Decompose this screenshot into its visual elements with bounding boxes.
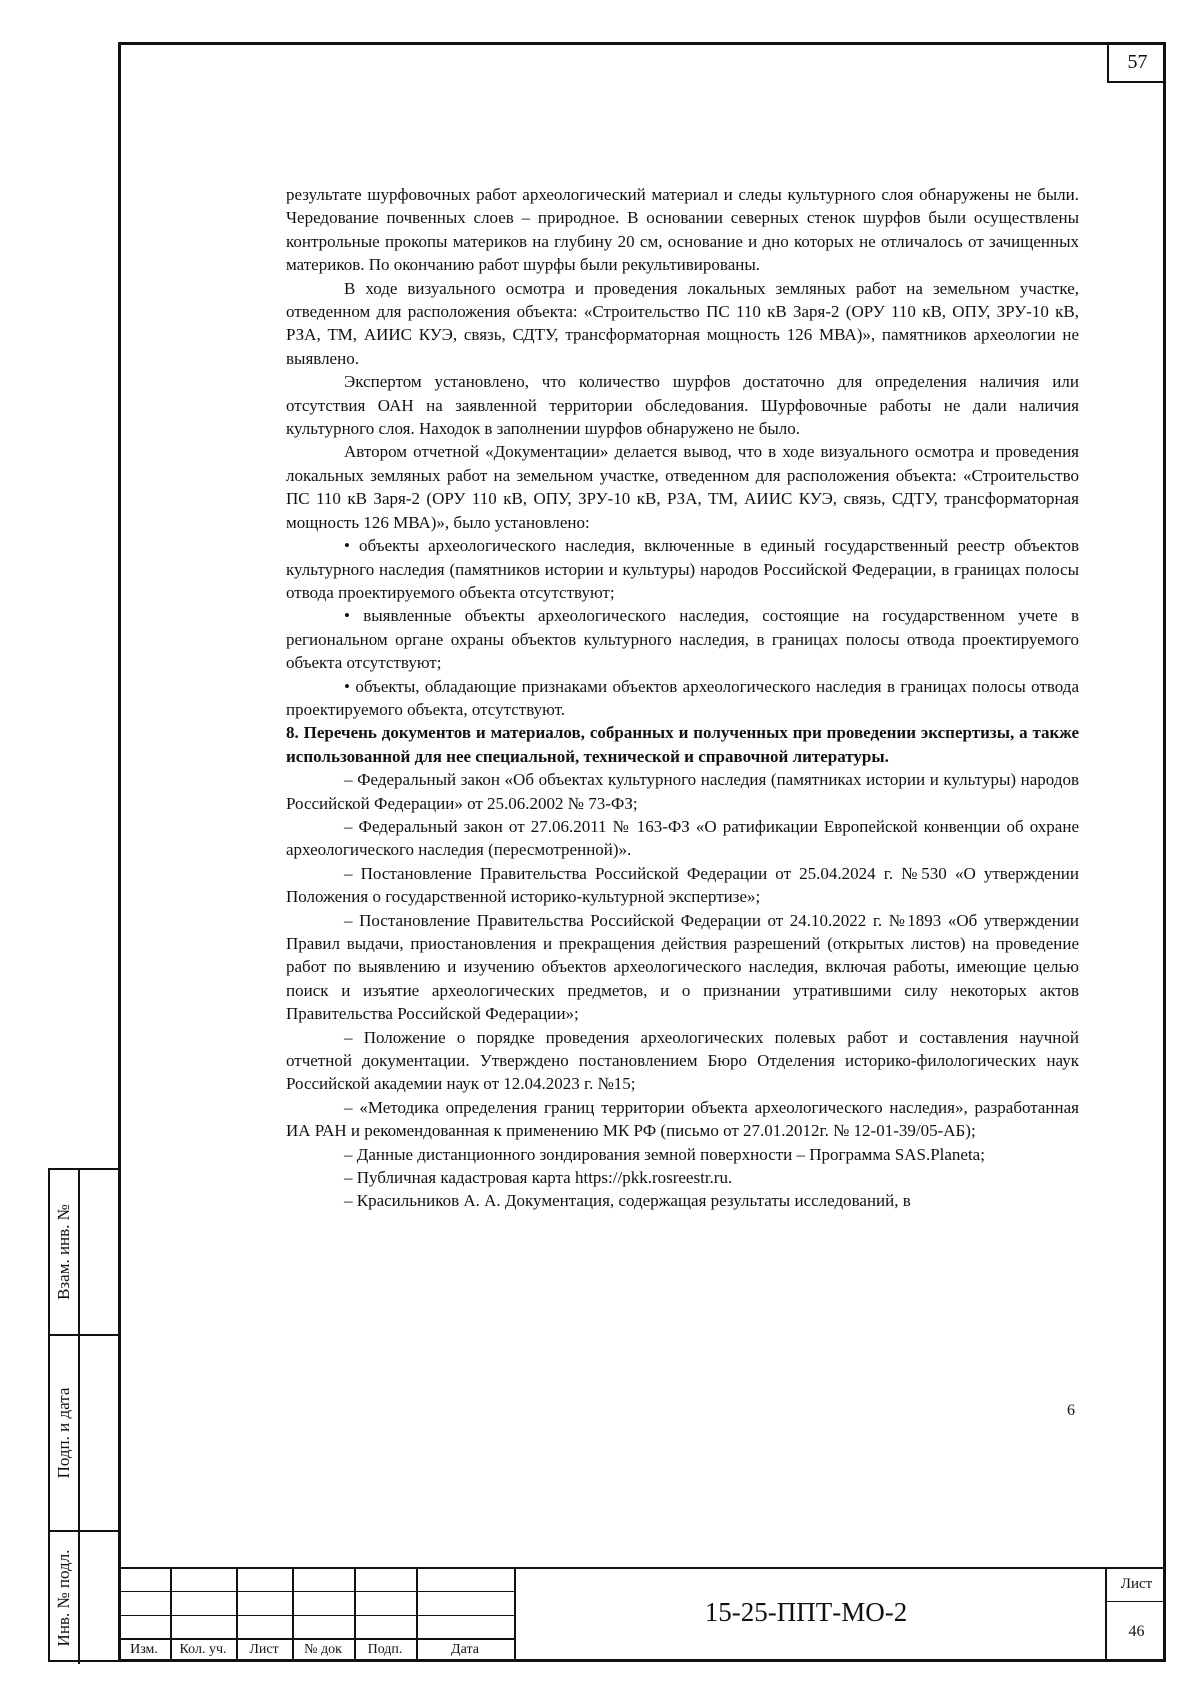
- paragraph: • объекты археологического наследия, включенные в единый государственный реестр объектов культурного наследия (памятников истории и культуры) народов Российской Федерации, в границах полосы отвода проектируемого объекта отсутствуют;: [286, 536, 1079, 602]
- side-stamp: [48, 1168, 118, 1662]
- podp-label: Подп. и дата: [54, 1387, 73, 1479]
- paragraph: 8. Перечень документов и материалов, собранных и полученных при проведении экспертизы, а также использованной для нее специальной, технической и справочной литературы.: [286, 723, 1079, 766]
- paragraph: • выявленные объекты археологического наследия, состоящие на государственном учете в региональном органе охраны объектов культурного наследия, в границах полосы отвода проектируемого объекта отсутствуют;: [286, 606, 1079, 673]
- paragraph: – Красильников А. А. Документация, содержащая результаты исследований, в: [344, 1191, 911, 1211]
- inv-label: Инв. № подл.: [54, 1549, 73, 1647]
- title-block-header: Изм.: [130, 1642, 158, 1657]
- paragraph: Экспертом установлено, что количество шурфов достаточно для определения наличия или отсутствия ОАН на заявленной территории обследования. Шурфовочные работы не дали наличия культурного слоя. Находок в заполнении шурфов обнаружено не было.: [286, 372, 1079, 439]
- document-code: 15-25-ППТ-МО-2: [704, 1597, 908, 1627]
- paragraph: Автором отчетной «Документации» делается вывод, что в ходе визуального осмотра и проведения локальных земляных работ на земельном участке, отведенном для расположения объекта: «Строительство ПС 110 кВ Заря-2 (ОРУ 110 кВ, ОПУ, ЗРУ-10 кВ, РЗА, ТМ, АИИС КУЭ, связь, СДТУ, трансформаторная мощность 126 МВА)», было установлено:: [286, 442, 1079, 532]
- sheet-number: 57: [1107, 42, 1166, 83]
- paragraph: – Постановление Правительства Российской Федерации от 25.04.2024 г. №530 «О утверждении Положения о государственной историко-культурной экспертизе»;: [286, 863, 1079, 907]
- paragraph: – Положение о порядке проведения археологических полевых работ и составления научной отчетной документации. Утверждено постановлением Бюро Отделения историко-филологических наук Российской академии наук от 12.04.2023 г. №15;: [286, 1027, 1079, 1094]
- paragraph: В ходе визуального осмотра и проведения локальных земляных работ на земельном участке, отведенном для расположения объекта: «Строительство ПС 110 кВ Заря-2 (ОРУ 110 кВ, ОПУ, ЗРУ-10 кВ, РЗА, ТМ, АИИС КУЭ, связь, СДТУ, трансформаторная мощность 126 МВА)», памятников археологии не выявлено.: [286, 278, 1079, 368]
- title-block-header: Кол. уч.: [179, 1642, 227, 1657]
- title-block-header: Подп.: [367, 1642, 403, 1657]
- list-label: Лист: [1120, 1576, 1153, 1592]
- inner-page-number: 6: [1067, 1402, 1075, 1419]
- title-block-header: Лист: [249, 1642, 279, 1657]
- paragraph: – Федеральный закон от 27.06.2011 № 163-ФЗ «О ратификации Европейской конвенции об охране археологического наследия (пересмотренной)».: [286, 816, 1079, 860]
- paragraph: – «Методика определения границ территории объекта археологического наследия», разработанная ИА РАН и рекомендованная к применению МК РФ (письмо от 27.01.2012г. № 12-01-39/05-АБ);: [286, 1097, 1079, 1141]
- paragraph: – Публичная кадастровая карта https://pkk.rosreestr.ru.: [344, 1168, 733, 1188]
- paragraph: • объекты, обладающие признаками объектов археологического наследия в границах полосы отвода проектируемого объекта, отсутствуют.: [286, 676, 1079, 719]
- vzam-label: Взам. инв. №: [54, 1204, 73, 1300]
- list-value: 46: [1128, 1623, 1145, 1640]
- document-body: [286, 183, 1079, 1213]
- paragraph: – Федеральный закон «Об объектах культурного наследия (памятниках истории и культуры) народов Российской Федерации» от 25.06.2002 № 73-ФЗ;: [286, 770, 1079, 813]
- title-block-header: № док: [304, 1642, 342, 1657]
- title-block-header: Дата: [451, 1642, 479, 1657]
- paragraph: – Данные дистанционного зондирования земной поверхности – Программа SAS.Planeta;: [344, 1144, 985, 1164]
- paragraph: результате шурфовочных работ археологический материал и следы культурного слоя обнаружены не были. Чередование почвенных слоев – природное. В основании северных стенок шурфов были осуществлены контрольные прокопы материков на глубину 20 см, основание и дно которых не отличалось от зачищенных материков. По окончанию работ шурфы были рекультивированы.: [286, 185, 1079, 275]
- paragraph: – Постановление Правительства Российской Федерации от 24.10.2022 г. №1893 «Об утверждении Правил выдачи, приостановления и прекращения действия разрешений (открытых листов) на проведение работ по выявлению и изучению объектов археологического наследия, включая работы, имеющие целью поиск и изъятие археологических предметов, и о признании утратившими силу некоторых актов Правительства Российской Федерации»;: [286, 910, 1079, 1024]
